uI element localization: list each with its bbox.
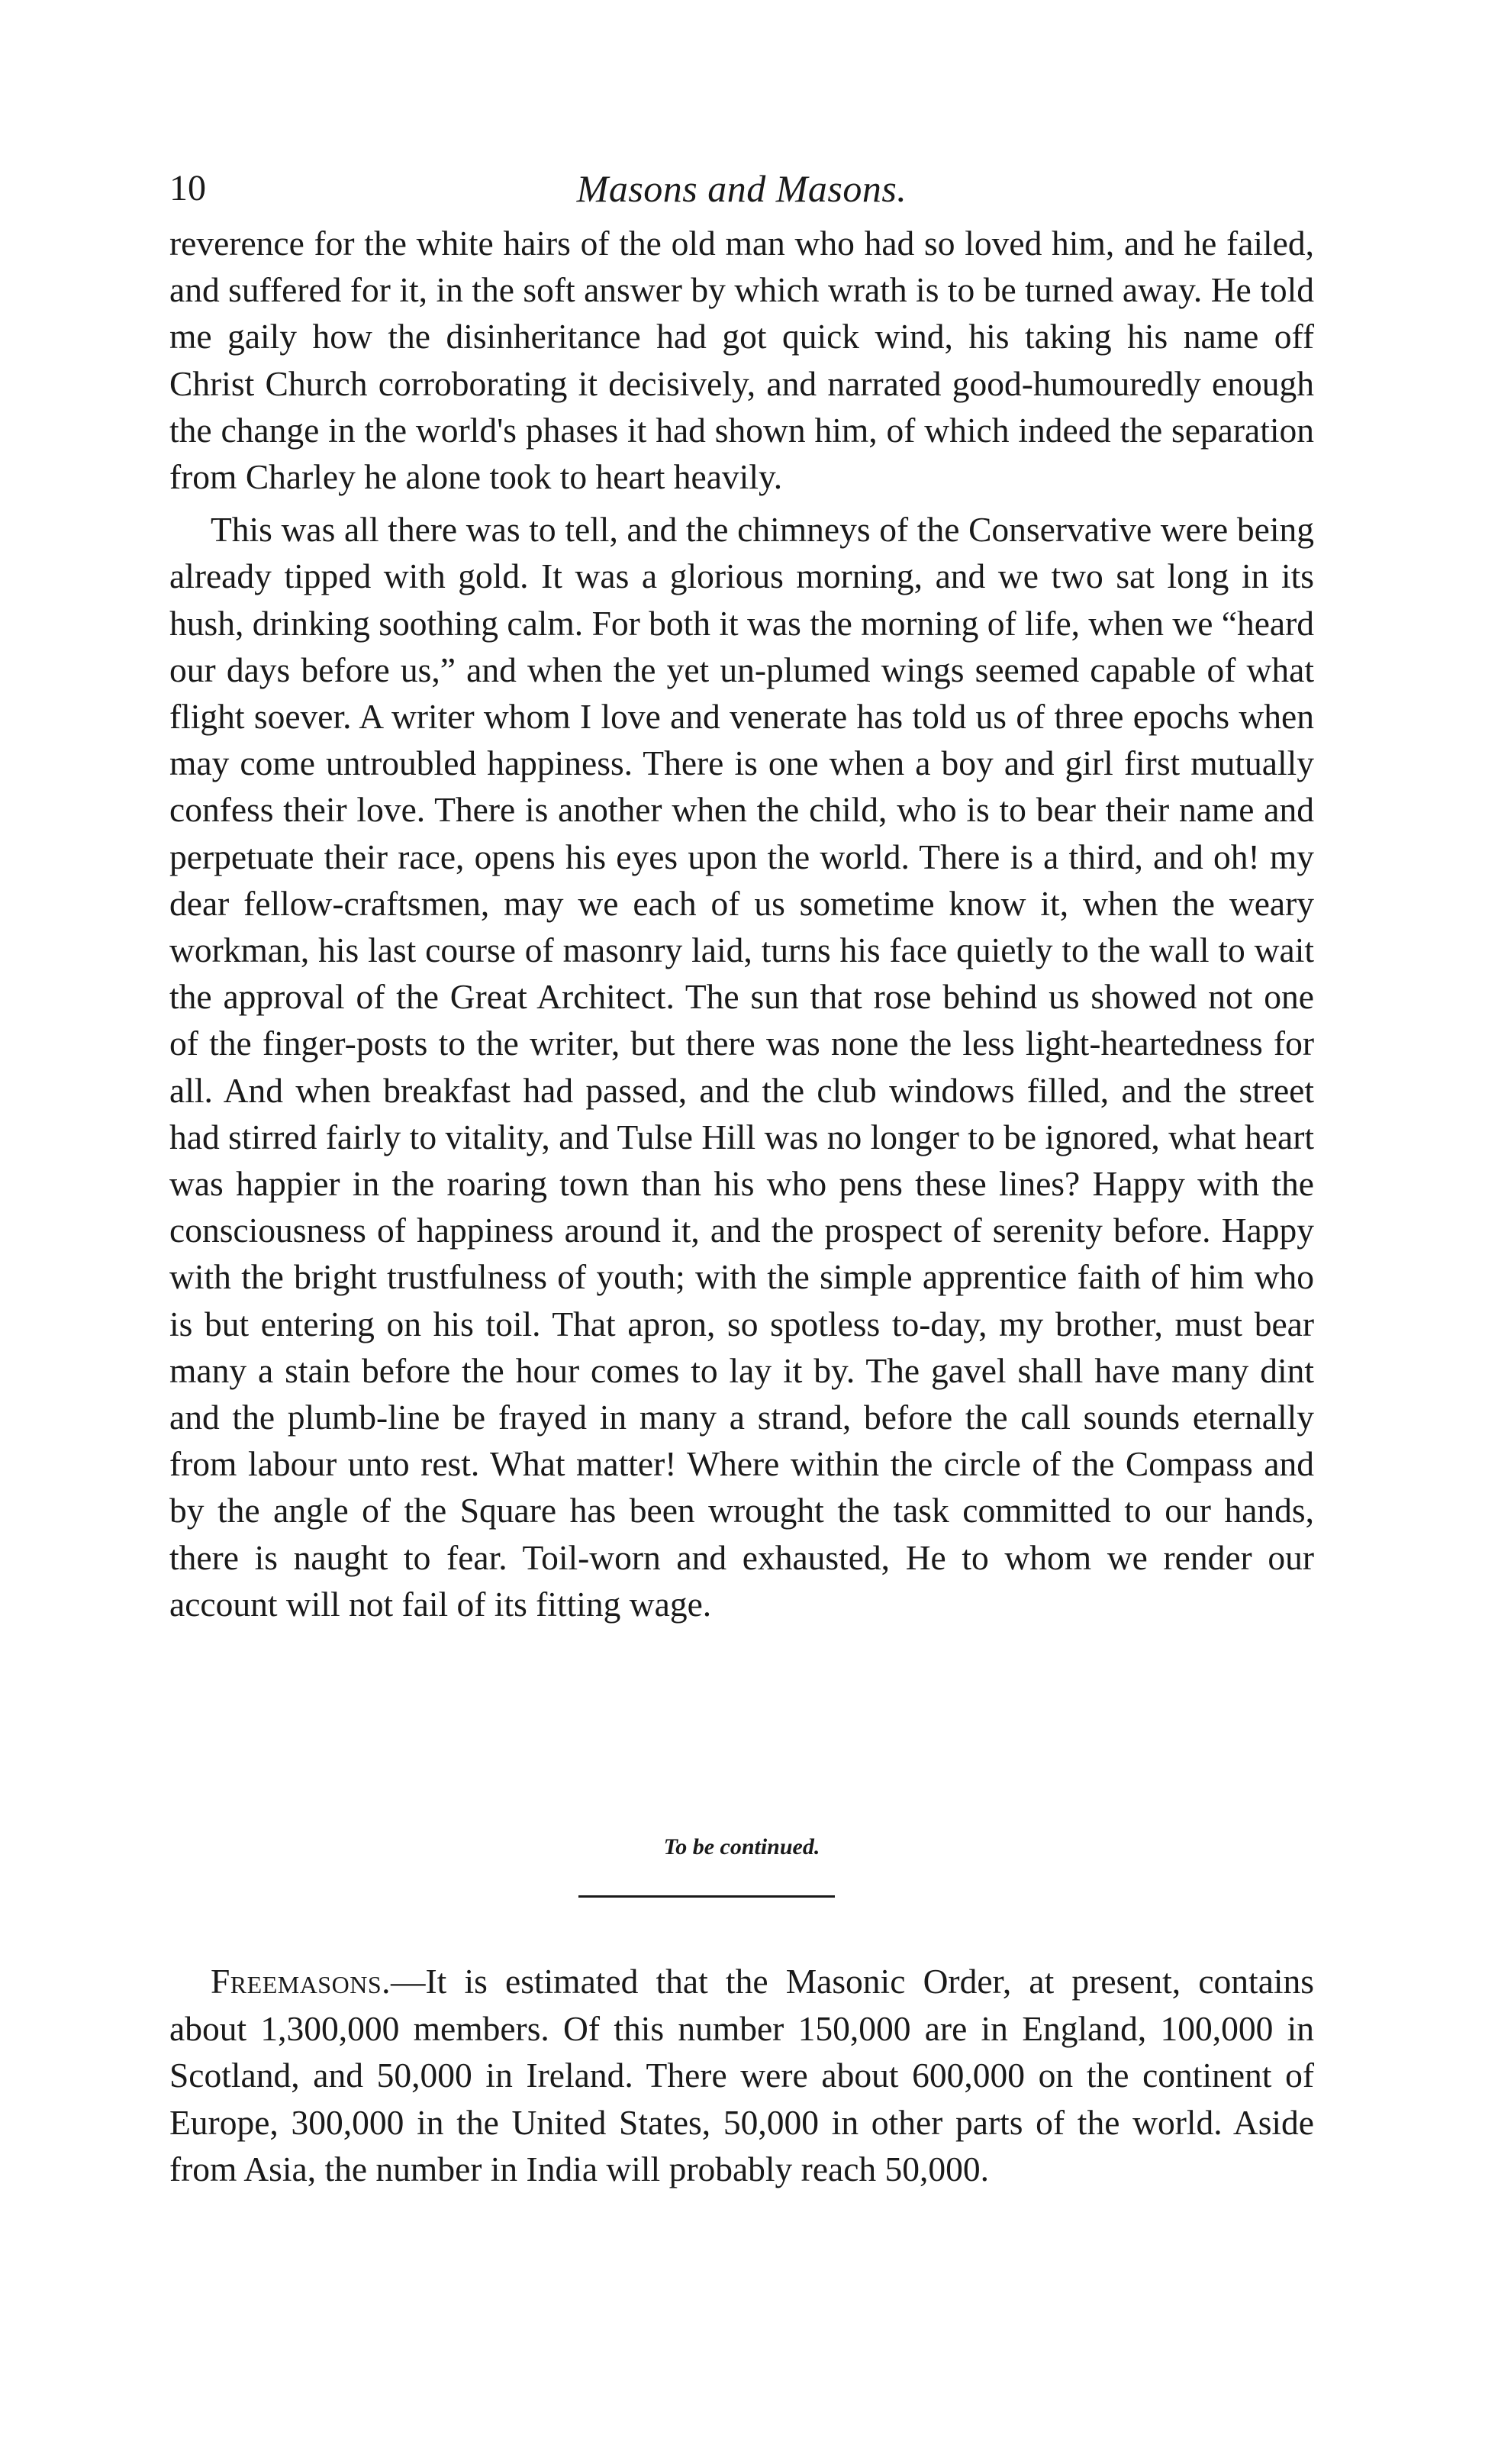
paragraph-chimneys: This was all there was to tell, and the chimneys of the Conservative were being already tipped with gold. It was a glorious morning, and we two sat long in its hush, drinking soothing calm. For both it was the morning of life, when we “heard our days before us,” and when the yet un-plumed wings seemed capable of what flight soever. A writer whom I love and venerate has told us of three epochs when may come untroubled happiness. There is one when a boy and girl first mutually confess their love. There is another when the child, who is to bear their name and perpetuate their race, opens his eyes upon the world. There is a third, and oh! my dear fellow-craftsmen, may we each of us sometime know it, when the weary workman, his last course of masonry laid, turns his face quietly to the wall to wait the approval of the Great Architect. The sun that rose behind us showed not one of the finger-posts to the writer, but there was none the less light-heartedness for all. And when breakfast had passed, and the club windows filled, and the street had stirred fairly to vitality, and Tulse Hill was no longer to be ignored, what heart was happier in the roaring town than his who pens these lines? Happy with the consciousness of happiness around it, and the prospect of serenity before. Happy with the bright trustfulness of youth; with the simple apprentice faith of him who is but entering on his toil. That apron, so spotless to-day, my brother, must bear many a stain before the hour comes to lay it by. The gavel shall have many dint and the plumb-line be frayed in many a strand, before the call sounds eternally from labour unto rest. What matter! Where within the circle of the Compass and by the angle of the Square has been wrought the task committed to our hands, there is naught to fear. Toil-worn and exhausted, He to whom we render our account will not fail of its fitting wage. [169,510,1314,1624]
freemasons-note-heading: Freemasons. [211,1962,391,2001]
section-divider [578,1895,835,1898]
body-text [169,220,1314,1627]
running-title: Masons and Masons. [576,167,907,210]
paragraph-continuation: reverence for the white hairs of the old man who had so loved him, and he failed, and suffered for it, in the soft answer by which wrath is to be turned away. He told me gaily how the disinheritance had got quick wind, his taking his name off Christ Church corroborating it decisively, and narrated good-humouredly enough the change in the world's phases it had shown him, of which indeed the separation from Charley he alone took to heart heavily. [169,224,1314,497]
page-number: 10 [169,168,206,208]
freemasons-note [169,1958,1314,2193]
running-head [169,164,1314,218]
to-be-continued-note: To be continued. [663,1834,820,1859]
freemasons-note-text: —It is estimated that the Masonic Order, at present, contains about 1,300,000 members. Of this number 150,000 are in England, 100,000 in Scotland, and 50,000 in Ireland. There were about 600,000 on the continent of Europe, 300,000 in the United States, 50,000 in other parts of the world. Aside from Asia, the number in India will probably reach 50,000. [169,1962,1314,2188]
